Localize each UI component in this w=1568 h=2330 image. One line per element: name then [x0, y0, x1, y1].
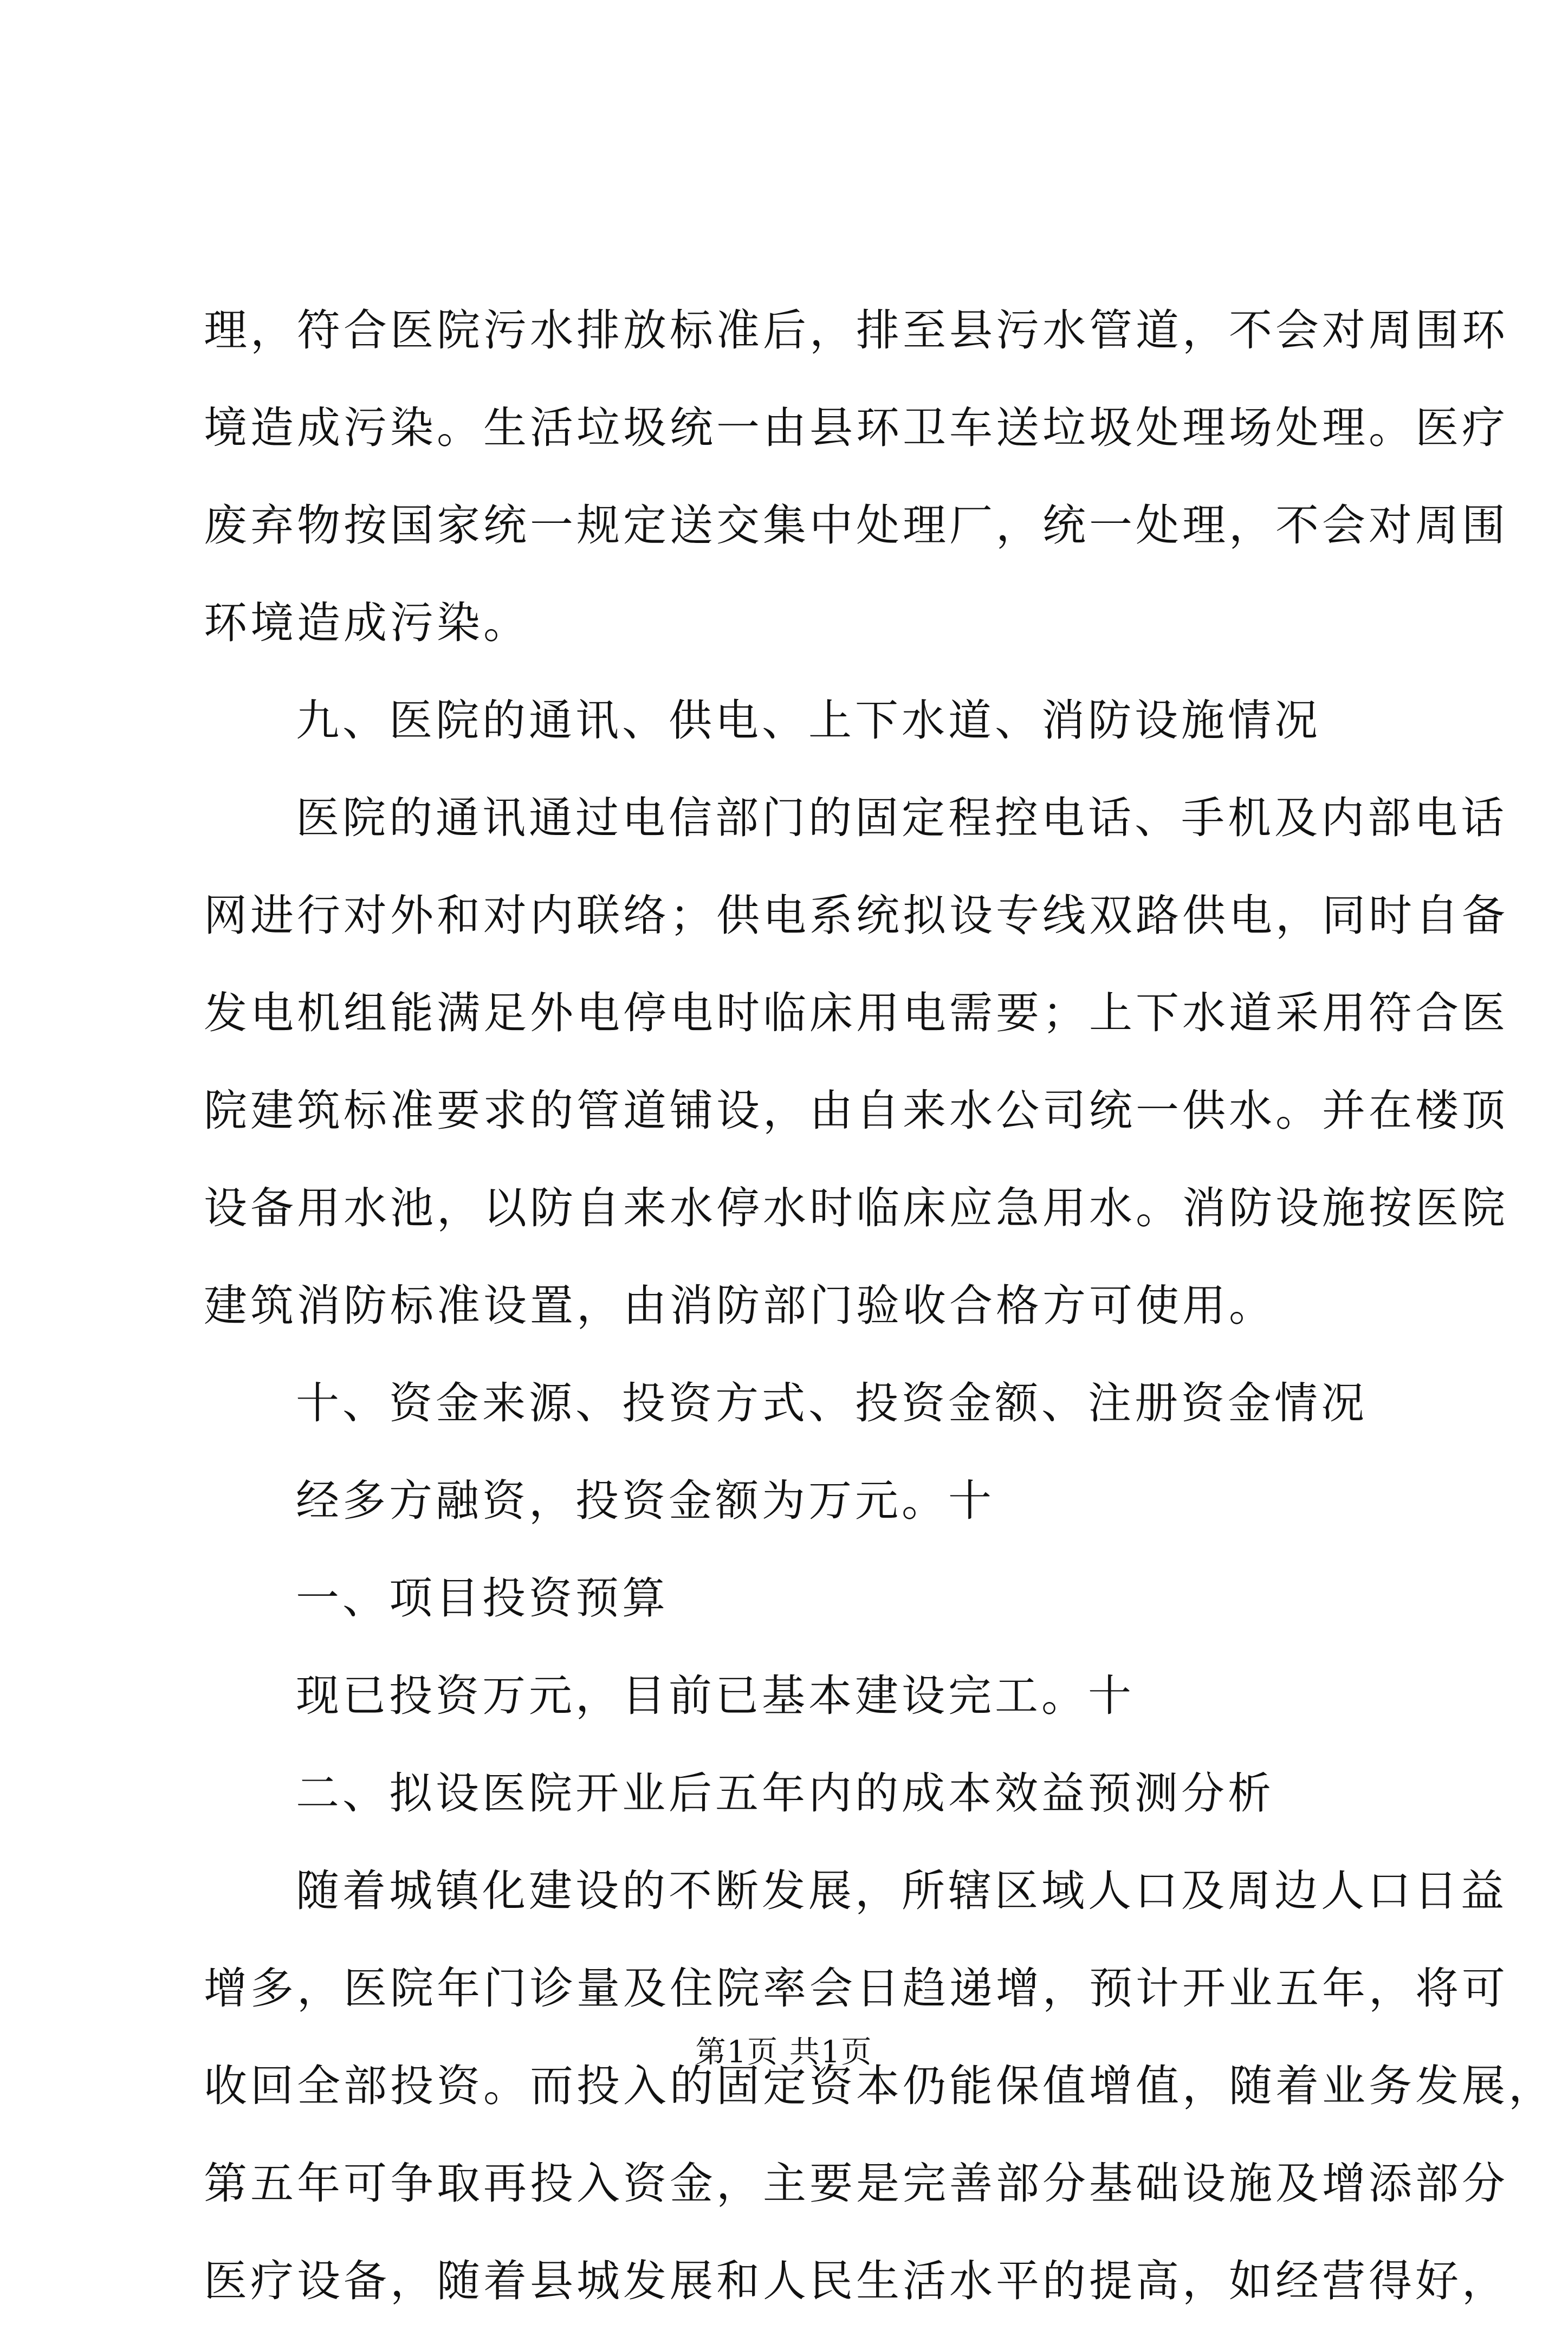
body-line: 医院的通讯通过电信部门的固定程控电话、手机及内部电话 [296, 793, 1507, 843]
body-line: 发电机组能满足外电停电时临床用电需要；上下水道采用符合医 [204, 988, 1508, 1038]
document-body [204, 282, 1555, 2330]
body-line: 废弃物按国家统一规定送交集中处理厂，统一处理，不会对周围 [204, 500, 1508, 551]
body-line: 随着城镇化建设的不断发展，所辖区域人口及周边人口日益 [296, 1866, 1507, 1916]
body-line: 医疗设备，随着县城发展和人民生活水平的提高，如经营得好， [204, 2256, 1508, 2306]
section-heading: 九、医院的通讯、供电、上下水道、消防设施情况 [296, 695, 1321, 746]
body-line: 理，符合医院污水排放标准后，排至县污水管道，不会对周围环 [204, 305, 1508, 355]
page-footer: 第1页 共1页 [695, 2035, 873, 2070]
section-heading: 一、项目投资预算 [296, 1573, 669, 1623]
section-heading: 二、拟设医院开业后五年内的成本效益预测分析 [296, 1768, 1274, 1818]
body-line: 经多方融资，投资金额为万元。十 [296, 1475, 995, 1526]
body-line: 建筑消防标准设置，由消防部门验收合格方可使用。 [204, 1280, 1275, 1331]
section-heading: 十、资金来源、投资方式、投资金额、注册资金情况 [296, 1378, 1368, 1428]
body-line: 环境造成污染。 [204, 598, 530, 648]
body-line: 网进行对外和对内联络；供电系统拟设专线双路供电，同时自备 [204, 890, 1508, 941]
body-line: 境造成污染。生活垃圾统一由县环卫车送垃圾处理场处理。医疗 [204, 403, 1508, 453]
body-line: 院建筑标准要求的管道铺设，由自来水公司统一供水。并在楼顶 [204, 1085, 1508, 1136]
body-line: 收回全部投资。而投入的固定资本仍能保值增值，随着业务发展， [204, 2061, 1555, 2111]
body-line: 设备用水池，以防自来水停水时临床应急用水。消防设施按医院 [204, 1183, 1508, 1233]
body-line: 现已投资万元，目前已基本建设完工。十 [296, 1671, 1135, 1721]
body-line: 第五年可争取再投入资金，主要是完善部分基础设施及增添部分 [204, 2158, 1508, 2209]
body-line: 增多，医院年门诊量及住院率会日趋递增，预计开业五年，将可 [204, 1963, 1508, 2014]
